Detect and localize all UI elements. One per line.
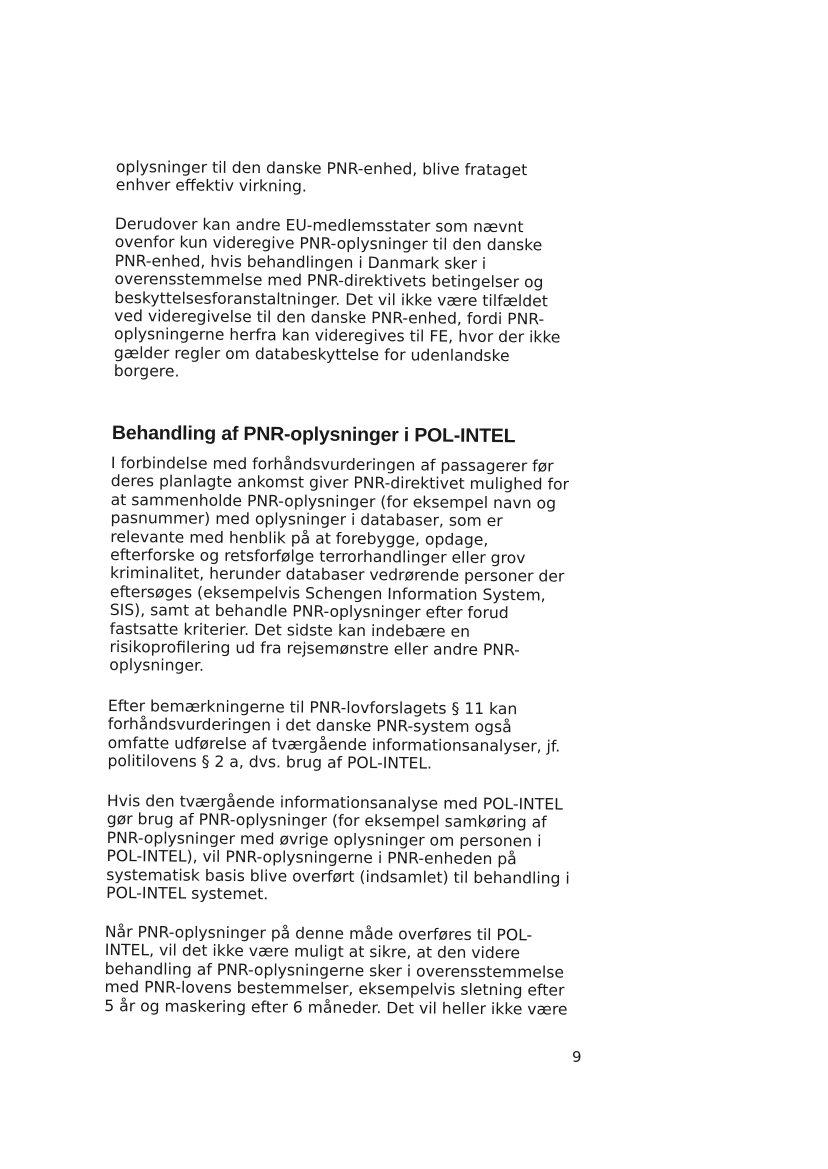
- paragraph-6: Når PNR-oplysninger på denne måde overføres til POL- INTEL, vil det ikke være muligt at sikre, at den videre behandling af PNR-oplysningerne sker i overensstemmelse med PNR-lovens bestemmelser, eksempelvis sletning efter 5 år og maskering efter 6 måneder. Det vil heller ikke være: [104, 923, 568, 1019]
- paragraph-3: I forbindelse med forhåndsvurderingen af passagerer før deres planlagte ankomst giver PNR-direktivet mulighed for at sammenholde PNR-oplysninger (for eksempel navn og pasnummer) med oplysninger i databaser, som er relevante med henblik på at forebygge, opdage, efterforske og retsforfølge terrorhandlinger eller grov kriminalitet, herunder databaser vedrørende personer der eftersøges (eksempelvis Schengen Information System, SIS), samt at behandle PNR-oplysninger efter forud fastsatte kriterier. Det sidste kan indebære en risikoprofilering ud fra rejsemønstre eller andre PNR- oplysninger.: [109, 454, 570, 676]
- paragraph-4: Efter bemærkningerne til PNR-lovforslagets § 11 kan forhåndsvurderingen i det danske PNR-system også omfatte udførelse af tværgående informationsanalyser, jf. politilovens § 2 a, dvs. brug af POL-INTEL.: [107, 697, 561, 773]
- paragraph-1: oplysninger til den danske PNR-enhed, blive frataget enhver effektiv virkning.: [115, 158, 528, 196]
- paragraph-2: Derudover kan andre EU-medlemsstater som nævnt ovenfor kun videregive PNR-oplysninger til den danske PNR-enhed, hvis behandlingen i Danmark sker i overensstemmelse med PNR-direktivets betingelser og beskyttelsesforanstaltninger. Det vil ikke være tilfældet ved videregivelse til den danske PNR-enhed, fordi PNR- oplysningerne herfra kan videregives til FE, hvor der ikke gælder regler om databeskyttelse for udenlandske borgere.: [113, 215, 561, 381]
- page-number: 9: [572, 1048, 582, 1066]
- section-heading: Behandling af PNR-oplysninger i POL-INTEL: [111, 421, 516, 448]
- paragraph-5: Hvis den tværgående informationsanalyse med POL-INTEL gør brug af PNR-oplysninger (for eksempel samkøring af PNR-oplysninger med øvrige oplysninger om personen i POL-INTEL), vil PNR-oplysningerne i PNR-enheden på systematisk basis blive overført (indsamlet) til behandling i POL-INTEL systemet.: [106, 792, 570, 904]
